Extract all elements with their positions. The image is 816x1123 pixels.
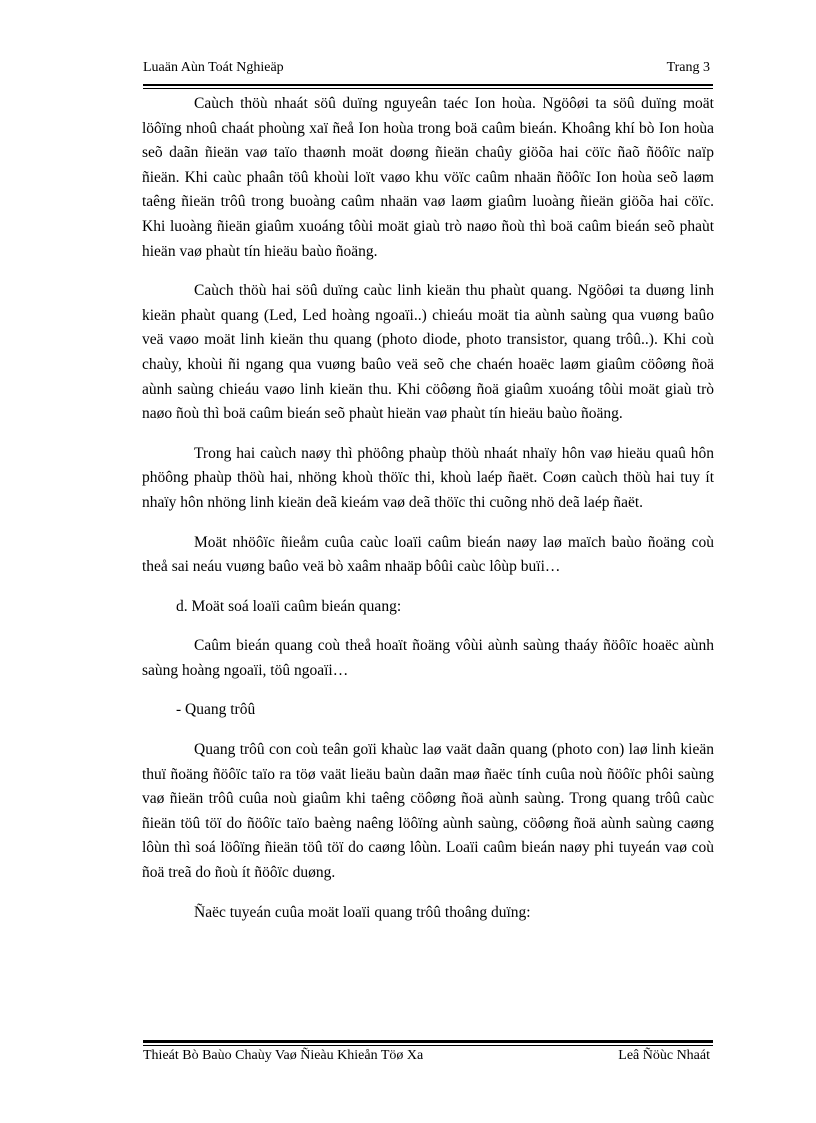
section-paragraph: Caûm bieán quang coù theå hoaït ñoäng vôùi aùnh saùng thaáy ñöôïc hoaëc aùnh saùng hoàng ngoaïi, töû ngoaïi…	[142, 637, 714, 679]
page-header	[143, 60, 710, 80]
paragraph-drawback: Moät nhöôïc ñieåm cuûa caùc loaïi caûm bieán naøy laø maïch baùo ñoäng coù theå sai neáu vuøng baûo veä bò xaâm nhaäp bôûi caùc lôùp buïi…	[142, 533, 714, 576]
page-number: Trang 3	[666, 60, 710, 75]
paragraph-ionization-method: Caùch thöù nhaát söû duïng nguyeân taéc Ion hoùa. Ngöôøi ta söû duïng moät löôïng nhoû chaát phoùng xaï ñeå Ion hoùa trong boä caûm bieán. Khoâng khí bò Ion hoùa seõ daãn ñieän vaø taïo thaønh moät doøng ñieän chaûy giöõa hai cöïc ñaõ ñöôïc naïp ñieän. Khi caùc phaân töû khoùi loït vaøo khu vöïc caûm nhaän ñöôïc Ion hoùa seõ laøm taêng ñieän trôû trong buoàng caûm nhaän vaø laøm giaûm luoàng ñieän giöõa hai cöïc. Khi luoàng ñieän giaûm xuoáng tôùi moät giaù trò naøo ñoù thì boä caûm bieán seõ phaùt hieän vaø phaùt tín hieäu baùo ñoäng.	[142, 95, 714, 260]
section-heading: d. Moät soá loaïi caûm bieán quang:	[176, 597, 402, 615]
footer-title: Thieát Bò Baùo Chaùy Vaø Ñieàu Khieån Töø Xa	[143, 1048, 424, 1063]
header-rule-thin	[143, 88, 713, 89]
page-body	[142, 92, 714, 940]
footer-rule	[143, 1040, 713, 1043]
sub-heading: - Quang trôû	[176, 701, 256, 719]
page-footer	[143, 1048, 710, 1068]
header-title: Luaän Aùn Toát Nghieäp	[143, 60, 284, 75]
footer-author: Leâ Ñöùc Nhaát	[618, 1048, 710, 1063]
header-rule	[143, 84, 713, 86]
footer-rule-thin	[143, 1045, 713, 1046]
paragraph-photoresistor: Quang trôû con coù teân goïi khaùc laø vaät daãn quang (photo con) laø linh kieän thuï ñoäng ñöôïc taïo ra töø vaät lieäu baùn daãn maø ñaëc tính cuûa noù ñöôïc phôi saùng vaø ñieän trôû cuûa noù giaûm khi taêng cöôøng ñoä aùnh saùng. Trong quang trôû caùc ñieän töû töï do ñöôïc taïo baèng naêng löôïng aùnh saùng, cöôøng ñoä aùnh saùng caøng lôùn thì soá löôïng ñieän töû töï do caøng lôùn. Loaïi caûm bieán naøy phi tuyeán vaø coù ñoä treã do ñoù ít ñöôïc duøng.	[142, 741, 714, 882]
paragraph-optical-method: Caùch thöù hai söû duïng caùc linh kieän thu phaùt quang. Ngöôøi ta duøng linh kieän phaùt quang (Led, Led hoàng ngoaïi..) chieáu moät tia aùnh saùng qua vuøng baûo veä vaøo moät linh kieän thu quang (photo diode, photo transistor, quang trôû..). Khi coù chaùy, khoùi ñi ngang qua vuøng baûo veä seõ che chaén hoaëc laøm giaûm cöôøng ñoä aùnh saùng chieáu vaøo linh kieän thu. Khi cöôøng ñoä giaûm xuoáng tôùi moät giaù trò naøo ñoù thì boä caûm bieán seõ phaùt hieän vaø phaùt tín hieäu baùo ñoäng.	[142, 282, 714, 423]
paragraph-comparison: Trong hai caùch naøy thì phöông phaùp thöù nhaát nhaïy hôn vaø hieäu quaû hôn phöông phaùp thöù hai, nhöng khoù thöïc thi, khoù laép ñaët. Coøn caùch thöù hai tuy ít nhaïy hôn nhöng linh kieän deã kieám vaø deã thöïc thi cuõng nhö deã laép ñaët.	[142, 444, 714, 511]
paragraph-characteristic: Ñaëc tuyeán cuûa moät loaïi quang trôû thoâng duïng:	[194, 903, 531, 921]
